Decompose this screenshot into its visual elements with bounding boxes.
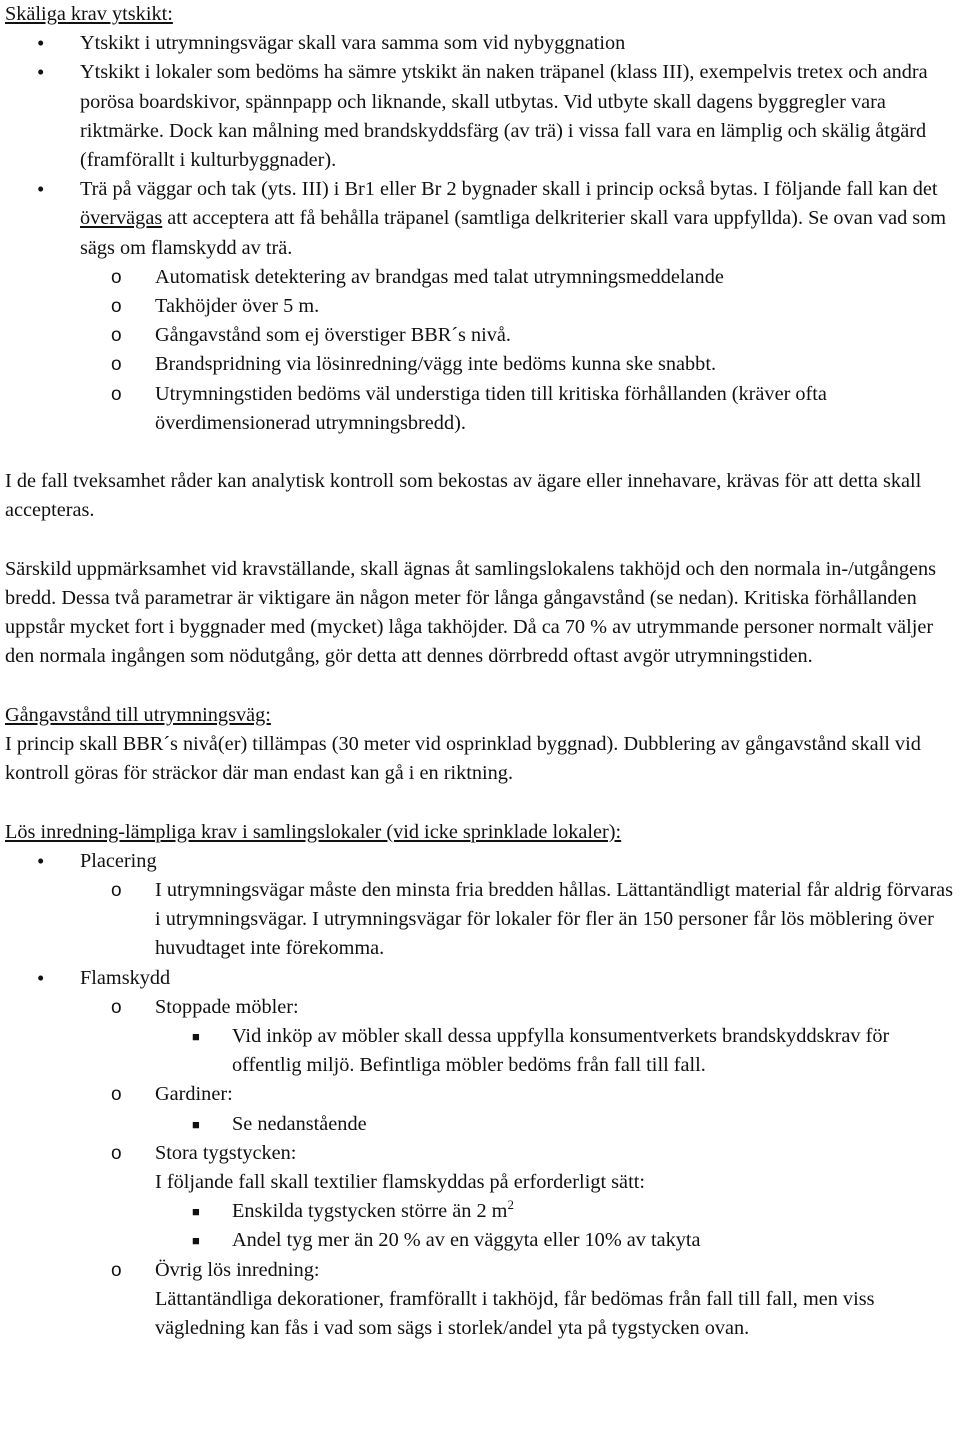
sub-sub-bullet-item: ■ Enskilda tygstycken större än 2 $m^2$ [5,1197,955,1226]
paragraph: Särskild uppmärksamhet vid kravställande, skall ägnas åt samlingslokalens takhöjd och den normala in-/utgångens bredd. Dessa två parametrar är viktigare än någon meter för långa gångavstånd (se nedan). Kritiska förhållanden uppstår mycket fort i byggnader med (mycket) låga takhöjder. Då ca 70 % av utrymmande personer normalt väljer den normala ingången som nödutgång, gör detta att dennes dörrbredd oftast avgör utrymningstiden. [5,557,937,668]
document [5,0,955,1343]
bullet-item: • Trä på väggar och tak (yts. III) i Br1 eller Br 2 bygnader skall i princip också bytas. I följande fall kan det övervägas att acceptera att få behålla träpanel (samtliga delkriterier skall vara uppfyllda). Se ovan vad som sägs om flamskydd av trä. [37,177,947,259]
sub-bullet-item: o Brandspridning via lösinredning/vägg inte bedöms kunna ske snabbt. [5,350,955,379]
sub-bullet-item: o Automatisk detektering av brandgas med talat utrymningsmeddelande [5,263,955,292]
bullet-icon: • [37,848,45,873]
circle-bullet-icon: o [111,325,122,347]
circle-bullet-icon: o [111,266,122,288]
bullet-item: • Flamskydd [5,964,955,993]
bullet-item: • Ytskikt i lokaler som bedöms ha sämre ytskikt än naken träpanel (klass III), exempelvis tretex och andra porösa boardskivor, spännpapp och liknande, skall utbytas. Vid utbyte skall dagens byggregler vara riktmärke. Dock kan målning med brandskyddsfärg (av trä) i vissa fall vara en lämplig och skälig åtgärd (framförallt i kulturbyggnader). [37,60,928,172]
circle-bullet-icon: o [111,1084,122,1106]
sub-bullet-item: o Stora tygstycken: [5,1139,955,1168]
circle-bullet-icon: o [111,996,122,1018]
sub-sub-bullet-item: ■ Andel tyg mer än 20 % av en väggyta eller 10% av takyta [5,1226,955,1255]
bullet-icon: • [37,177,45,202]
bullet-item: • Ytskikt i utrymningsvägar skall vara samma som vid nybyggnation [5,29,955,58]
paragraph: I de fall tveksamhet råder kan analytisk kontroll som bekostas av ägare eller innehavare, krävas för att detta skall accepteras. [5,470,922,522]
bullet-icon: • [37,60,45,85]
sub-paragraph: Lättantändliga dekorationer, framförallt i takhöjd, får bedömas från fall till fall, men viss vägledning kan fås i vad som sägs i storlek/andel yta på tygstycken ovan. [155,1287,875,1340]
section-heading: Skäliga krav ytskikt: [5,3,173,25]
sub-bullet-item: o I utrymningsvägar måste den minsta fria bredden hållas. Lättantändligt material får aldrig förvaras i utrymningsvägar. I utrymningsvägar för lokaler för fler än 150 personer får lös möblering över huvudtaget inte förekomma. [5,876,955,964]
sub-bullet-item: o Takhöjder över 5 m. [5,292,955,321]
square-bullet-icon: ■ [192,1204,200,1220]
bullet-icon: • [37,31,45,56]
sub-bullet-item: o Gardiner: [5,1080,955,1109]
bullet-icon: • [37,965,45,990]
sub-sub-bullet-item: ■ Vid inköp av möbler skall dessa uppfylla konsumentverkets brandskyddskrav för offentlig miljö. Befintliga möbler bedöms från fall till fall. [5,1022,955,1080]
circle-bullet-icon: o [111,383,122,405]
square-bullet-icon: ■ [192,1233,200,1249]
underlined-word: övervägas [80,207,163,230]
circle-bullet-icon: o [111,354,122,376]
square-bullet-icon: ■ [192,1116,200,1132]
bullet-item: • Placering [5,847,955,876]
paragraph: I princip skall BBR´s nivå(er) tillämpas (30 meter vid osprinklad byggnad). Dubblering av gångavstånd skall vid kontroll göras för sträckor där man endast kan gå i en riktning. [5,733,921,785]
sub-paragraph: I följande fall skall textilier flamskyddas på erforderligt sätt: [155,1171,645,1194]
sub-bullet-item: o Övrig lös inredning: [5,1256,955,1285]
superscript: 2 [507,1197,514,1213]
square-bullet-icon: ■ [192,1029,200,1045]
sub-bullet-item: o Gångavstånd som ej överstiger BBR´s nivå. [5,321,955,350]
sub-sub-bullet-item: ■ Se nedanstående [5,1110,955,1139]
circle-bullet-icon: o [111,880,122,902]
section-heading: Gångavstånd till utrymningsväg: [5,703,271,726]
circle-bullet-icon: o [111,1259,122,1281]
sub-bullet-item: o Utrymningstiden bedöms väl understiga tiden till kritiska förhållanden (kräver ofta överdimensionerad utrymningsbredd). [5,380,955,438]
circle-bullet-icon: o [111,296,122,318]
circle-bullet-icon: o [111,1142,122,1164]
sub-bullet-item: o Stoppade möbler: [5,993,955,1022]
section-heading: Lös inredning-lämpliga krav i samlingslokaler (vid icke sprinklade lokaler): [5,820,622,843]
